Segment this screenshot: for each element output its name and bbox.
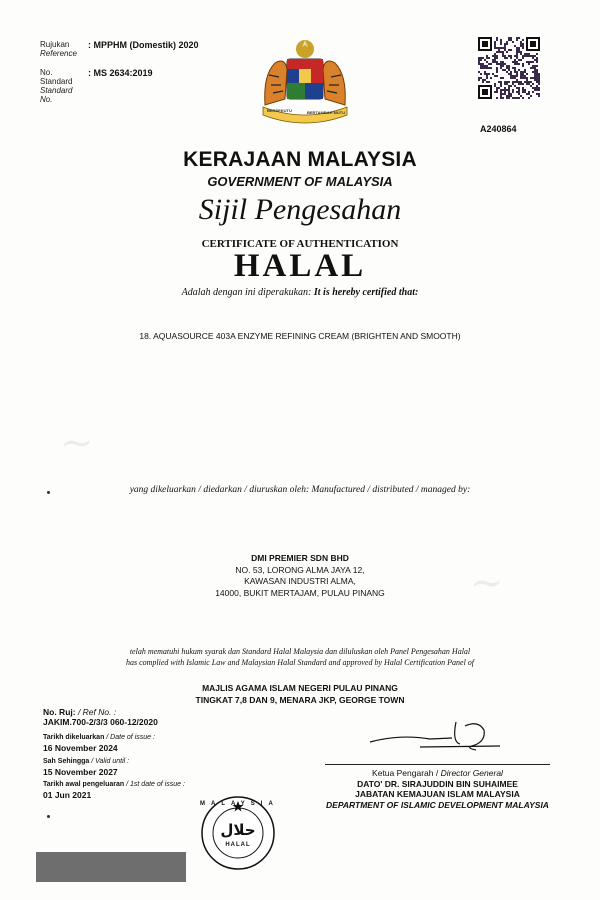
reference-label-en: Reference [40, 49, 77, 58]
company-address-2: KAWASAN INDUSTRI ALMA, [244, 576, 356, 586]
manufacturer-line [0, 485, 600, 495]
government-title-en: GOVERNMENT OF MALAYSIA [207, 174, 393, 189]
standard-label-en-1: Standard [40, 86, 73, 95]
standard-label-ms-2: Standard [40, 77, 73, 86]
first-issue-label-en: / 1st date of issue : [124, 781, 185, 788]
compliance-en: has complied with Islamic Law and Malaysian Halal Standard and approved by Halal Certification Panel of [125, 658, 475, 667]
valid-until-value: 15 November 2027 [43, 767, 118, 777]
issue-date-block [43, 733, 155, 753]
coat-of-arms [255, 35, 355, 127]
halal-logo-latin: HALAL [225, 842, 251, 848]
first-issue-label-ms: Tarikh awal pengeluaran [43, 781, 125, 788]
issue-date-label-en: / Date of issue : [104, 734, 155, 741]
company-address-1: NO. 53, LORONG ALMA JAYA 12, [235, 564, 365, 575]
ref-no-block [43, 707, 158, 727]
product-name: 18. AQUASOURCE 403A ENZYME REFINING CREAM (BRIGHTEN AND SMOOTH) [139, 331, 461, 341]
certificate-title-en: CERTIFICATE OF AUTHENTICATION [201, 238, 399, 250]
halal-title: HALAL [233, 248, 367, 284]
standard-label-en-2: No. [40, 95, 53, 104]
certify-line [0, 287, 600, 298]
halal-logo [200, 795, 279, 871]
valid-until-label-en: / Valid until : [89, 758, 130, 765]
issue-date-label-ms: Tarikh dikeluarkan [43, 734, 105, 741]
certificate-title-ms: Sijil Pengesahan [198, 193, 402, 226]
certify-line-ms: Adalah dengan ini diperakukan: [181, 287, 312, 298]
qr-serial: A240864 [480, 124, 517, 134]
ref-no-value: JAKIM.700-2/3/3 060-12/2020 [43, 717, 158, 727]
signature [360, 712, 520, 762]
signatory-title-en: Director General [438, 768, 503, 778]
issue-date-value: 16 November 2024 [43, 743, 118, 753]
standard-label [40, 68, 72, 104]
authority-address: TINGKAT 7,8 DAN 9, MENARA JKP, GEORGE TOWN [195, 694, 405, 705]
standard-label-ms-1: No. [40, 68, 53, 77]
signatory-title-ms: Ketua Pengarah / [372, 768, 439, 778]
authority-name: MAJLIS AGAMA ISLAM NEGERI PULAU PINANG [202, 683, 398, 693]
first-issue-value: 01 Jun 2021 [43, 790, 92, 800]
authority-block [0, 683, 600, 706]
redacted-bar [36, 852, 186, 882]
valid-until-block [43, 757, 129, 777]
signatory-name: DATO' DR. SIRAJUDDIN BIN SUHAIMEE [357, 778, 518, 789]
standard-value: : MS 2634:2019 [88, 68, 153, 78]
signature-line [325, 764, 550, 765]
compliance-ms: telah mematuhi hukum syarak dan Standard Halal Malaysia dan diluluskan oleh Panel Pengesahan Halal [129, 647, 471, 656]
first-issue-block [43, 780, 185, 800]
reference-label-ms: Rujukan [40, 40, 70, 49]
halal-logo-ring-text: MALAYSIA [200, 801, 279, 807]
company-name: DMI PREMIER SDN BHD [251, 553, 349, 563]
signatory-department-en: DEPARTMENT OF ISLAMIC DEVELOPMENT MALAYSIA [326, 799, 549, 810]
ref-no-label-en: / Ref No. : [75, 707, 117, 717]
valid-until-label-ms: Sah Sehingga [43, 758, 90, 765]
qr-code[interactable] [478, 37, 540, 99]
manufacturer-line-en: Manufactured / distributed / managed by: [311, 485, 471, 495]
watermark: ~ [470, 560, 504, 606]
company-block [0, 553, 600, 599]
bullet-dot [47, 815, 50, 818]
certify-line-en: It is hereby certified that: [313, 287, 419, 298]
crest-motto-right: BERTAMBAH MUTU [307, 110, 346, 115]
government-title-ms: KERAJAAN MALAYSIA [183, 148, 417, 171]
company-address-3: 14000, BUKIT MERTAJAM, PULAU PINANG [215, 587, 385, 598]
crest-motto-left: BERSEKUTU [267, 108, 292, 113]
halal-logo-arabic: حلال [220, 821, 256, 839]
manufacturer-line-ms: yang dikeluarkan / diedarkan / diuruskan oleh: [129, 485, 310, 495]
reference-label [40, 40, 77, 58]
signatory-department-ms: JABATAN KEMAJUAN ISLAM MALAYSIA [355, 789, 520, 799]
signatory-block [325, 768, 550, 810]
reference-value: : MPPHM (Domestik) 2020 [88, 40, 199, 50]
compliance-statement [0, 646, 600, 668]
watermark: ~ [60, 420, 94, 466]
ref-no-label-ms: No. Ruj: [43, 707, 76, 717]
